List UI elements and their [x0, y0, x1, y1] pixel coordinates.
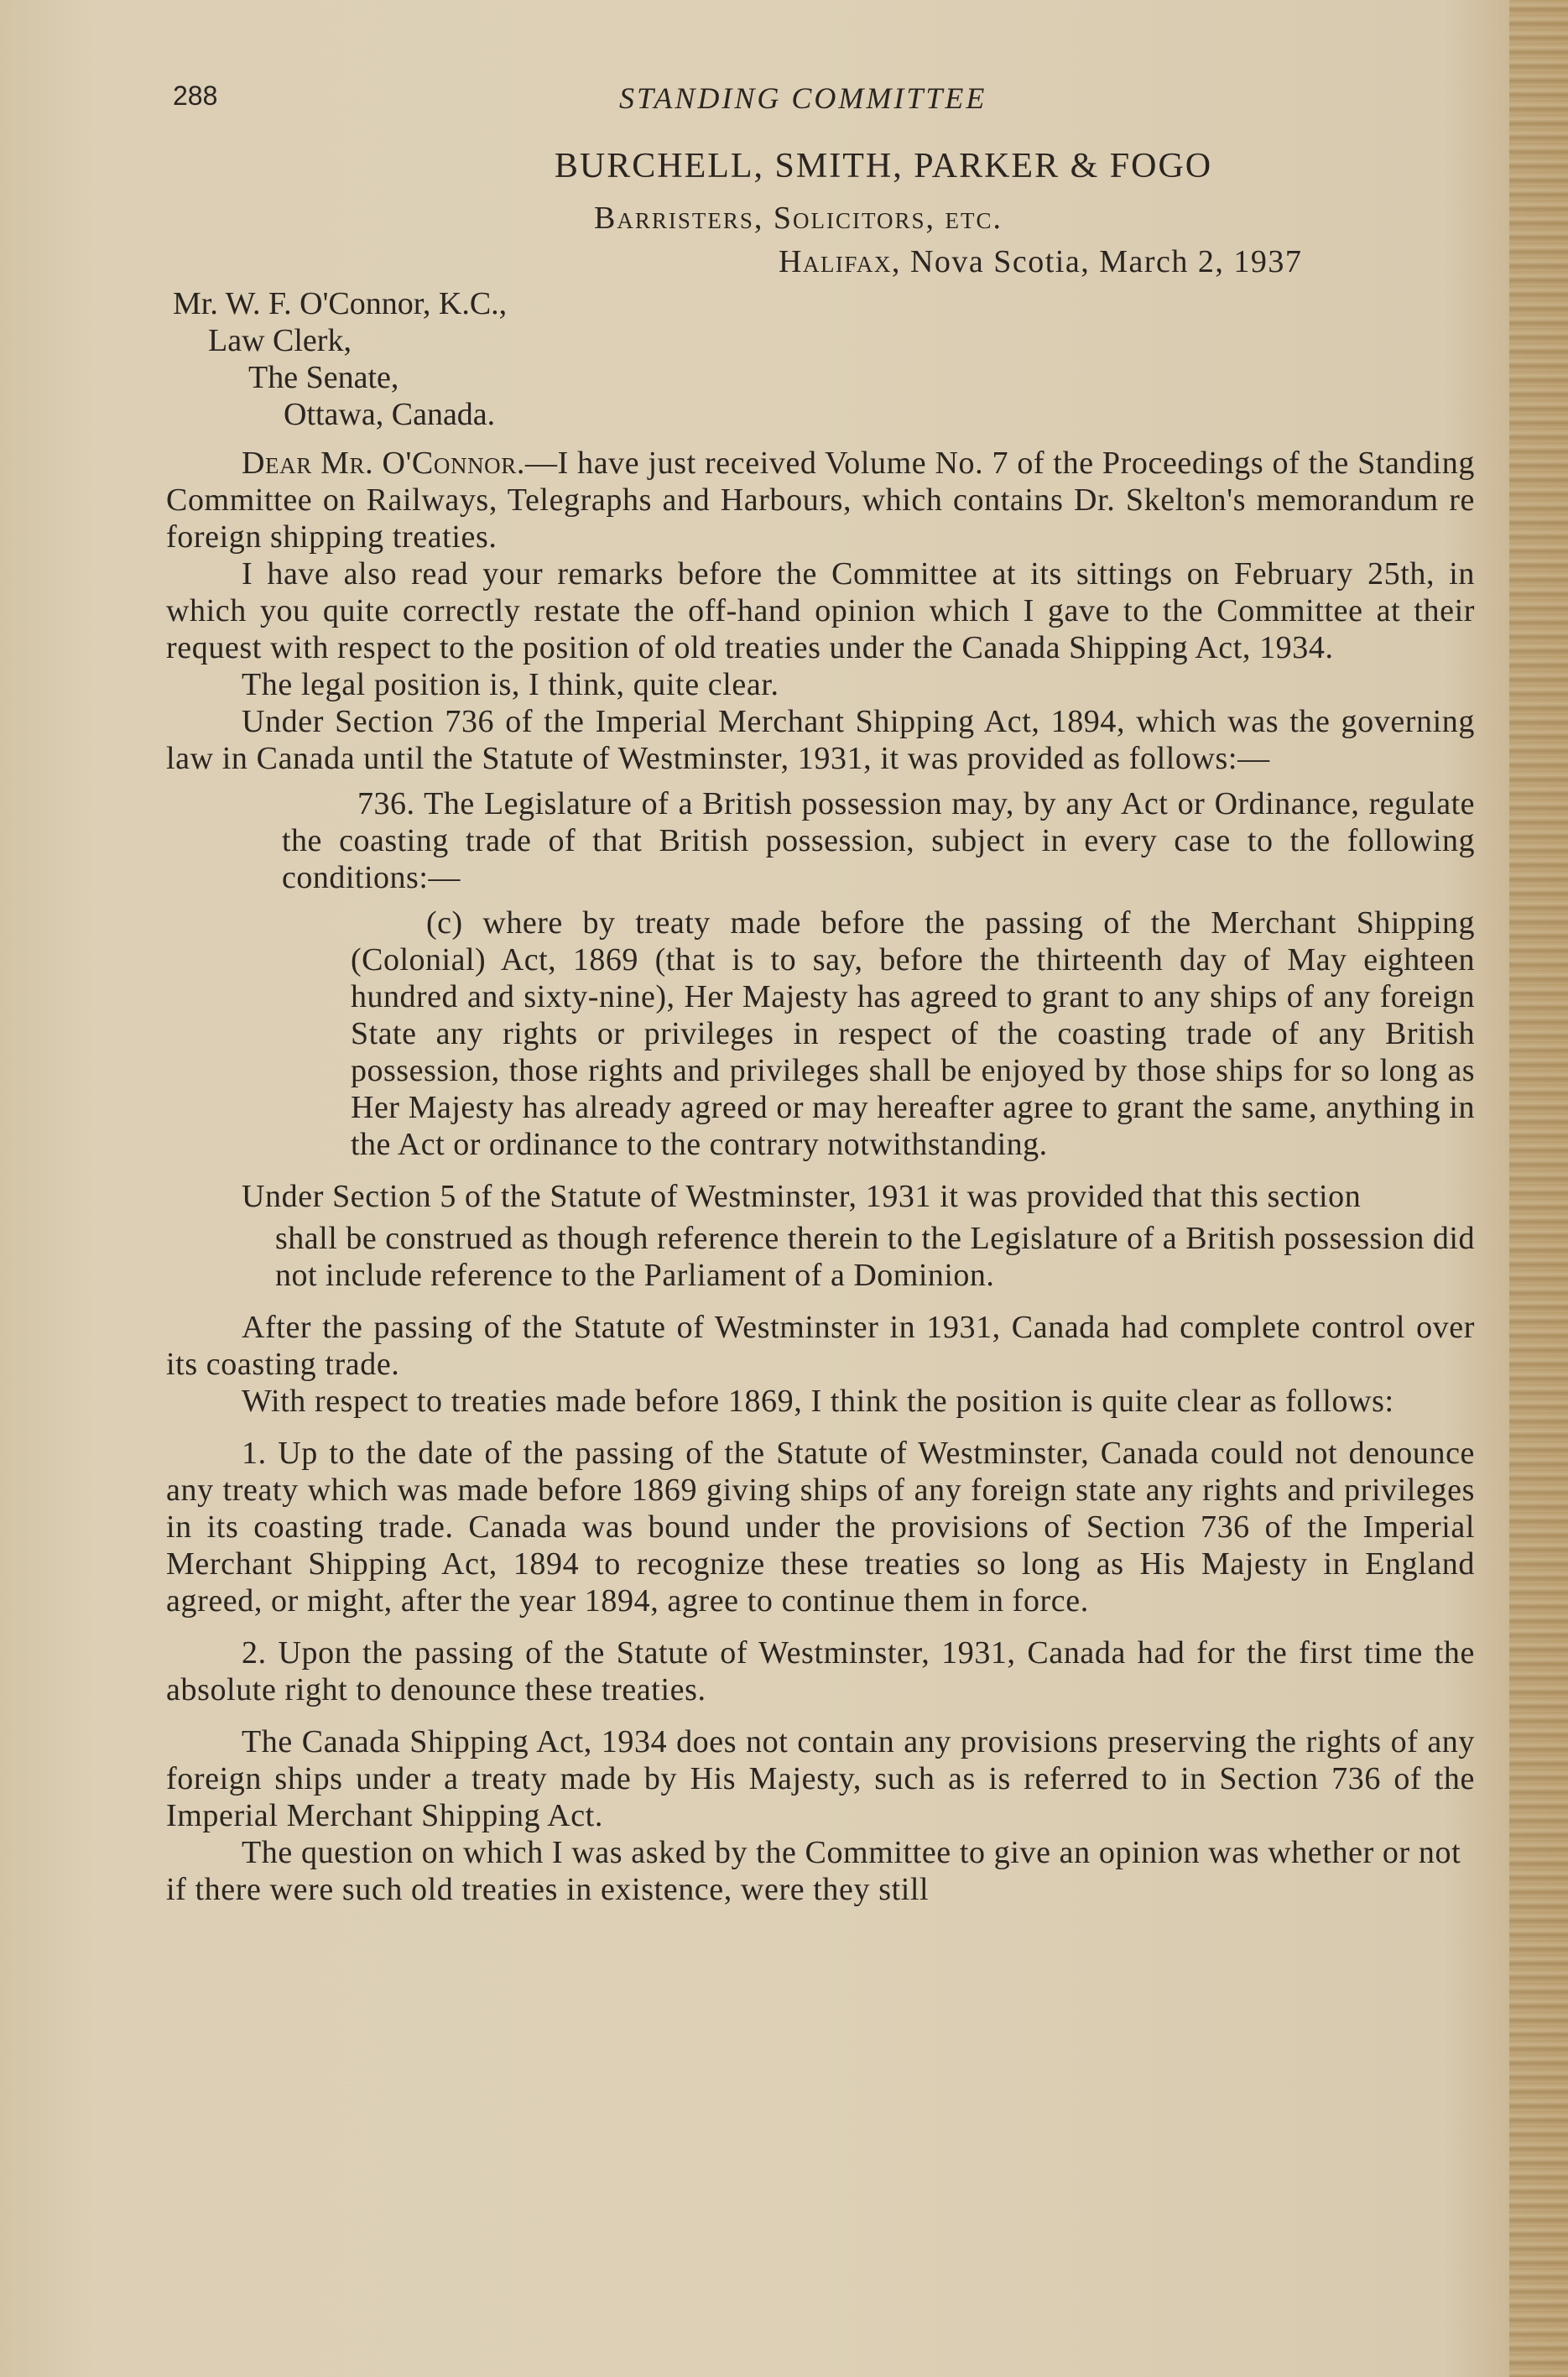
- paragraph: The Canada Shipping Act, 1934 does not contain any provisions preserving the rights of any foreign ships under a treaty made by His Majesty, such as is referred to in Section 736 of the Imperial Merchant Shipping Act.: [166, 1724, 1475, 1833]
- paragraph: Under Section 736 of the Imperial Merchant Shipping Act, 1894, which was the governing law in Canada until the Statute of Westminster, 1931, it was provided as follows:—: [166, 704, 1475, 776]
- paragraph-opening-text: —I have just received Volume No. 7 of the Proceedings of the Standing Committee on Railways, Telegraphs and Harbours, which contains Dr. Skelton's memorandum re foreign shipping treaties.: [166, 446, 1475, 555]
- address-line-institution: The Senate,: [248, 360, 399, 395]
- address-line-name: Mr. W. F. O'Connor, K.C.,: [173, 286, 508, 321]
- firm-description: Barristers, Solicitors, etc.: [594, 201, 1003, 236]
- page-number: 288: [173, 81, 218, 111]
- quoted-section-5: shall be construed as though reference therein to the Legislature of a British possession did not include reference to the Parliament of a Dominion.: [275, 1221, 1475, 1293]
- quoted-clause-c: (c) where by treaty made before the passing of the Merchant Shipping (Colonial) Act, 1869 (that is to say, before the thirteenth day of May eighteen hundred and sixty-nine), Her Majesty has agreed to grant to any ships of any foreign State any rights or privileges in respect of the coasting trade of any British possession, those rights and privileges shall be enjoyed by those ships for so long as Her Majesty has already agreed or may hereafter agree to grant the same, anything in the Act or ordinance to the contrary notwithstanding.: [351, 905, 1475, 1162]
- running-head: [166, 81, 1475, 126]
- paragraph: The question on which I was asked by the Committee to give an opinion was whether or not if there were such old treaties in existence, were they still: [166, 1835, 1461, 1907]
- firm-name: BURCHELL, SMITH, PARKER & FOGO: [554, 147, 1213, 185]
- salutation: Dear Mr. O'Connor.: [242, 446, 525, 481]
- numbered-paragraph-1: 1. Up to the date of the passing of the Statute of Westminster, Canada could not denounce any treaty which was made before 1869 giving ships of any foreign state any rights and privileges in its coasting trade. Canada was bound under the provisions of Section 736 of the Imperial Merchant Shipping Act, 1894 to recognize these treaties so long as His Majesty in England agreed, or might, after the year 1894, agree to continue them in force.: [166, 1436, 1475, 1619]
- numbered-paragraph-2: 2. Upon the passing of the Statute of Westminster, 1931, Canada had for the first time the absolute right to denounce these treaties.: [166, 1635, 1475, 1707]
- paragraph: Under Section 5 of the Statute of Westminster, 1931 it was provided that this section: [242, 1179, 1362, 1214]
- paragraph: The legal position is, I think, quite clear.: [242, 667, 779, 702]
- place-city: Halifax,: [779, 244, 901, 279]
- paragraph: With respect to treaties made before 1869, I think the position is quite clear as follows:: [242, 1384, 1394, 1419]
- place-and-date: [166, 242, 1475, 282]
- place-date-rest: Nova Scotia, March 2, 1937: [900, 244, 1303, 279]
- address-line-city: Ottawa, Canada.: [284, 397, 496, 432]
- page-content: [166, 81, 1475, 1908]
- recipient-address: [166, 285, 1475, 433]
- quoted-section-736: 736. The Legislature of a British possession may, by any Act or Ordinance, regulate the coasting trade of that British possession, subject in every case to the following conditions:—: [282, 786, 1475, 895]
- paragraph: I have also read your remarks before the Committee at its sittings on February 25th, in which you quite correctly restate the off-hand opinion which I gave to the Committee at their request with respect to the position of old treaties under the Canada Shipping Act, 1934.: [166, 556, 1475, 665]
- page-edge: [1509, 0, 1568, 2377]
- running-head-title: STANDING COMMITTEE: [619, 81, 987, 115]
- paragraph: After the passing of the Statute of Westminster in 1931, Canada had complete control over its coasting trade.: [166, 1310, 1475, 1382]
- address-line-title: Law Clerk,: [208, 323, 352, 358]
- paragraph-opening: [166, 445, 1475, 555]
